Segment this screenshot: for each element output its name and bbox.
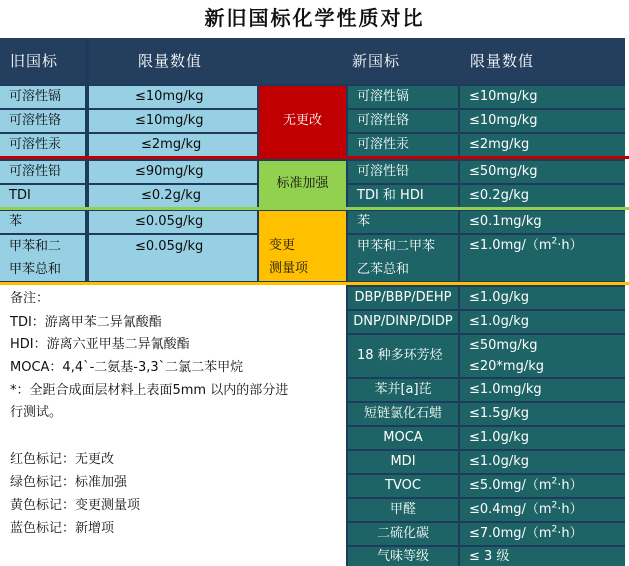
unit-superscript: 2 <box>551 524 558 535</box>
new-row-limit-line: ≤50mg/kg <box>469 338 538 353</box>
unit-rest: ·h） <box>557 478 583 493</box>
new-row-limit: ≤10mg/kg <box>460 86 625 108</box>
old-row-name: TDI <box>0 185 85 207</box>
unit-superscript: 2 <box>551 476 558 487</box>
unit-superscript: 2 <box>551 236 558 247</box>
new-row-name: 二硫化碳 <box>348 523 458 545</box>
old-row-limit: ≤0.2g/kg <box>89 185 257 207</box>
new-row-limit <box>460 523 625 545</box>
note-star-line1: *：全距合成面层材料上表面5mm 以内的部分进 <box>10 383 289 398</box>
new-row-name <box>348 235 458 281</box>
legend-red: 红色标记：无更改 <box>10 452 115 467</box>
new-row-name: 可溶性铬 <box>348 110 458 132</box>
new-row-name: TVOC <box>348 475 458 497</box>
page-title: 新旧国标化学性质对比 <box>204 6 425 30</box>
new-row-name: MOCA <box>348 427 458 449</box>
new-row-limit: ≤0.1mg/kg <box>460 211 625 233</box>
old-row-name-line: 甲苯总和 <box>9 262 62 277</box>
old-row-name: 苯 <box>0 211 85 233</box>
unit-value: ≤7.0mg/（m <box>469 526 552 541</box>
old-row-limit: ≤0.05g/kg <box>89 235 257 281</box>
header-old-standard: 旧国标 <box>0 38 85 84</box>
legend-green: 绿色标记：标准加强 <box>10 475 128 490</box>
unit-value: ≤0.4mg/（m <box>469 502 552 517</box>
unit-rest: ·h） <box>557 502 583 517</box>
new-row-limit <box>460 475 625 497</box>
unit-rest: ·h） <box>557 238 583 253</box>
legend-blue: 蓝色标记：新增项 <box>10 521 115 536</box>
new-row-name: 可溶性铅 <box>348 161 458 183</box>
old-row-name: 可溶性铬 <box>0 110 85 132</box>
old-row-limit: ≤90mg/kg <box>89 161 257 183</box>
new-row-limit: ≤50mg/kg <box>460 161 625 183</box>
new-row-name: 短链氯化石蜡 <box>348 403 458 425</box>
new-row-name: 气味等级 <box>348 547 458 566</box>
old-row-name: 可溶性汞 <box>0 134 85 156</box>
unit-value: ≤1.0mg/（m <box>469 238 552 253</box>
unit-value: ≤5.0mg/（m <box>469 478 552 493</box>
new-row-name: 苯并[a]芘 <box>348 379 458 401</box>
legend-yellow: 黄色标记：变更测量项 <box>10 498 141 513</box>
new-row-limit: ≤1.0g/kg <box>460 287 625 309</box>
new-row-name-line: 甲苯和二甲苯 <box>357 239 436 254</box>
old-row-limit: ≤10mg/kg <box>89 86 257 108</box>
old-row-name-line: 甲苯和二 <box>9 239 62 254</box>
new-row-limit: ≤1.0g/kg <box>460 311 625 333</box>
marker-red: 无更改 <box>259 86 346 156</box>
separator-green <box>0 207 629 210</box>
new-row-limit: ≤0.2g/kg <box>460 185 625 207</box>
new-row-limit: ≤1.0mg/kg <box>460 379 625 401</box>
note-moca: MOCA：4,4`-二氨基-3,3`二氯二苯甲烷 <box>10 360 244 375</box>
new-row-limit: ≤ 3 级 <box>460 547 625 566</box>
marker-yellow-line: 测量项 <box>269 261 309 276</box>
note-tdi: TDI：游离甲苯二异氰酸酯 <box>10 315 162 330</box>
new-row-name: MDI <box>348 451 458 473</box>
marker-yellow <box>259 211 346 281</box>
new-row-name: 甲醛 <box>348 499 458 521</box>
old-row-name <box>0 235 85 281</box>
new-row-limit-line: ≤20*mg/kg <box>469 359 545 374</box>
separator-yellow <box>0 282 629 285</box>
separator-red <box>0 156 629 159</box>
note-hdi: HDI：游离六亚甲基二异氰酸酯 <box>10 337 190 352</box>
new-row-name-line: 乙苯总和 <box>357 262 410 277</box>
new-row-name: 可溶性镉 <box>348 86 458 108</box>
new-row-name: DNP/DINP/DIDP <box>348 311 458 333</box>
new-row-limit: ≤2mg/kg <box>460 134 625 156</box>
marker-yellow-line: 变更 <box>269 238 296 253</box>
new-row-name: 18 种多环芳烃 <box>348 335 458 377</box>
new-row-limit <box>460 335 625 377</box>
new-row-name: 可溶性汞 <box>348 134 458 156</box>
marker-green: 标准加强 <box>259 161 346 207</box>
new-row-limit <box>460 235 625 281</box>
header-new-limit: 限量数值 <box>460 38 625 84</box>
new-row-limit: ≤10mg/kg <box>460 110 625 132</box>
new-row-name: TDI 和 HDI <box>348 185 458 207</box>
new-row-limit <box>460 499 625 521</box>
new-row-limit: ≤1.0g/kg <box>460 451 625 473</box>
new-row-limit: ≤1.5g/kg <box>460 403 625 425</box>
unit-superscript: 2 <box>551 500 558 511</box>
new-row-name: DBP/BBP/DEHP <box>348 287 458 309</box>
note-star-line2: 行测试。 <box>10 405 63 420</box>
old-row-limit: ≤2mg/kg <box>89 134 257 156</box>
header-old-limit: 限量数值 <box>89 38 346 84</box>
old-row-name: 可溶性镉 <box>0 86 85 108</box>
new-row-limit: ≤1.0g/kg <box>460 427 625 449</box>
old-row-limit: ≤10mg/kg <box>89 110 257 132</box>
unit-rest: ·h） <box>557 526 583 541</box>
old-row-limit: ≤0.05g/kg <box>89 211 257 233</box>
old-row-name: 可溶性铅 <box>0 161 85 183</box>
new-row-name: 苯 <box>348 211 458 233</box>
notes-heading: 备注： <box>10 291 50 306</box>
header-new-standard: 新国标 <box>346 38 460 84</box>
